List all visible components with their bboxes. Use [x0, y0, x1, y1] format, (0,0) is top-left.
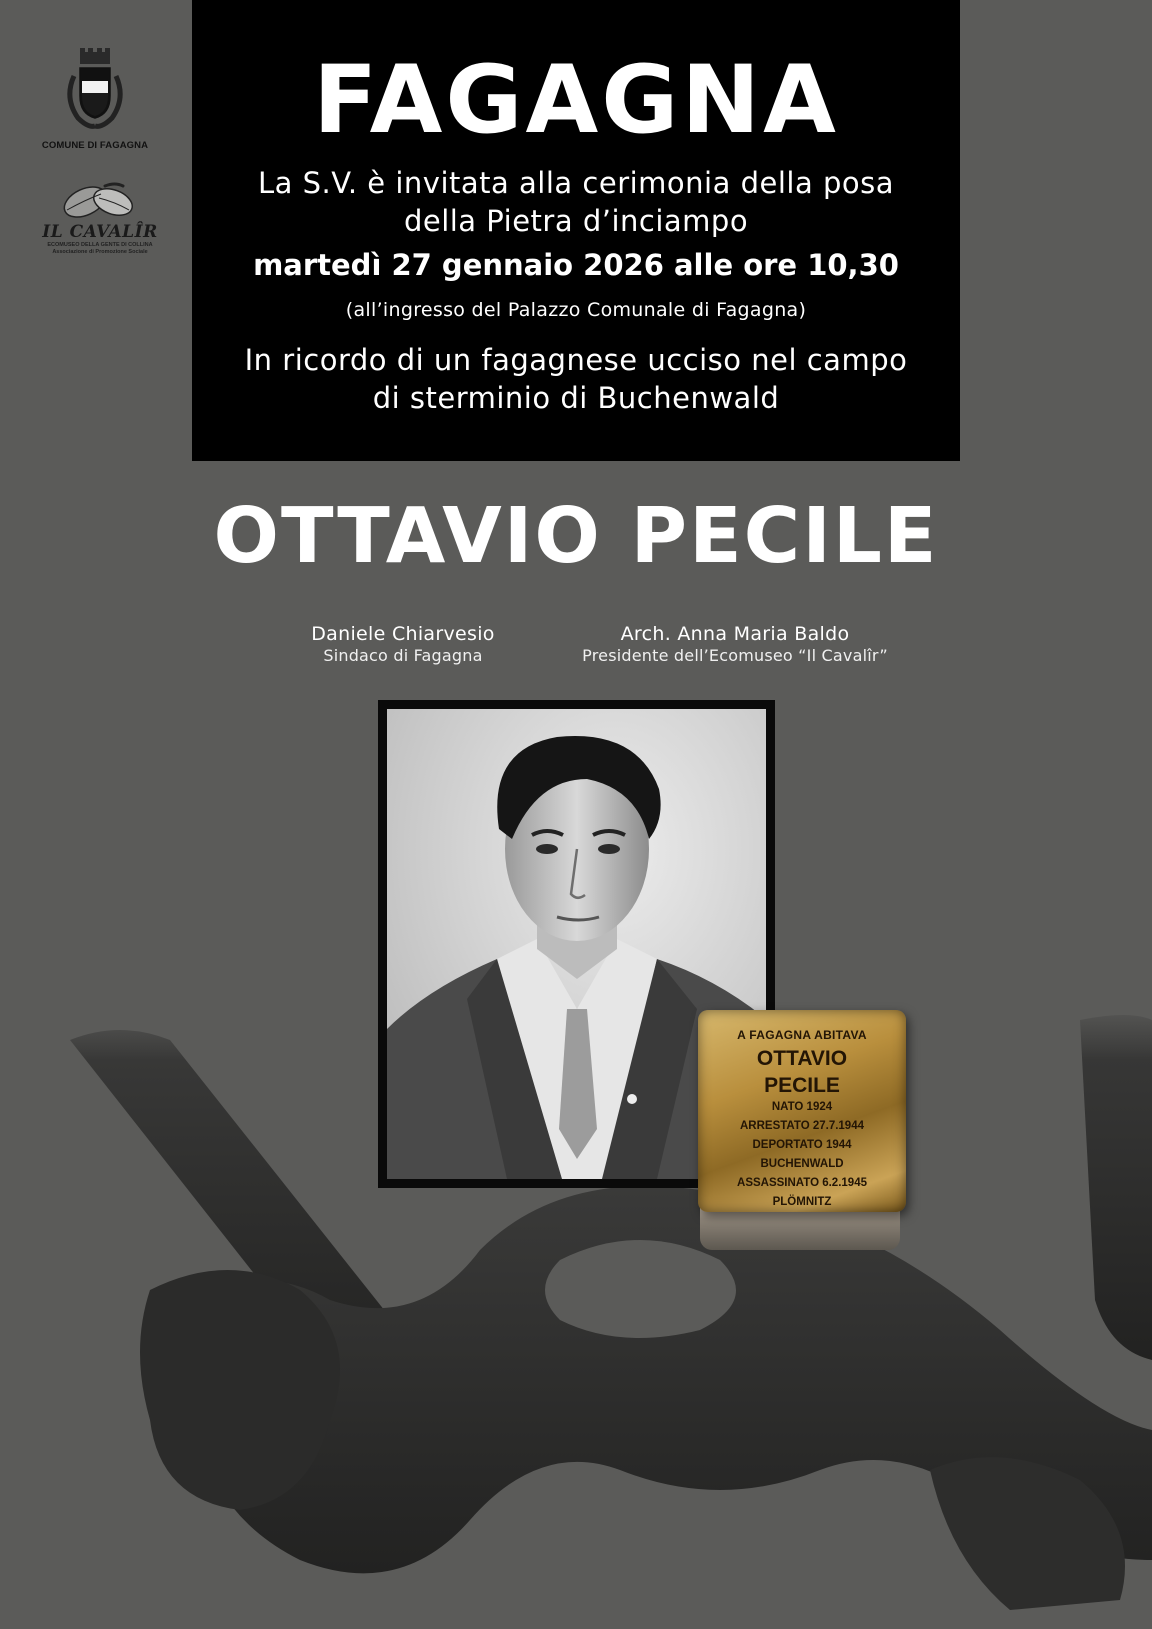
leaves-icon	[55, 180, 145, 224]
stone-camp: BUCHENWALD	[760, 1158, 844, 1170]
stone-arrest: ARRESTATO 27.7.1944	[740, 1120, 864, 1132]
stone-death-place: PLÖMNITZ	[772, 1196, 832, 1208]
event-place: (all’ingresso del Palazzo Comunale di Fagagna)	[345, 299, 807, 321]
cavalir-name: IL CAVALÎR	[42, 222, 158, 242]
invite-line-1: La S.V. è invitata alla cerimonia della posa	[258, 166, 894, 200]
stone-birth: NATO 1924	[771, 1101, 833, 1113]
comune-logo	[40, 48, 150, 151]
memory-line-1: In ricordo di un fagagnese ucciso nel campo	[244, 343, 908, 377]
event-date: martedì 27 gennaio 2026 alle ore 10,30	[253, 248, 899, 282]
signatory-mayor	[278, 622, 528, 666]
cavalir-subtitle: ECOMUSEO DELLA GENTE DI COLLINA	[47, 242, 153, 248]
stone-death: ASSASSINATO 6.2.1945	[737, 1177, 867, 1189]
cavalir-logo	[40, 180, 160, 256]
stone-line-1: A FAGAGNA ABITAVA	[737, 1028, 867, 1042]
signatory-role: Sindaco di Fagagna	[323, 646, 483, 665]
comune-label: COMUNE DI FAGAGNA	[41, 140, 149, 151]
signatory-name: Arch. Anna Maria Baldo	[620, 623, 850, 645]
header-box	[192, 0, 960, 461]
crest-icon	[60, 48, 130, 132]
victim-name: OTTAVIO PECILE	[213, 492, 939, 581]
stone-name-1: OTTAVIO	[756, 1047, 848, 1070]
signatory-name: Daniele Chiarvesio	[311, 623, 495, 645]
stone-deport: DEPORTATO 1944	[752, 1139, 852, 1151]
stolperstein-plaque	[698, 1010, 906, 1212]
memory-line-2: di sterminio di Buchenwald	[372, 381, 780, 415]
invite-line-2: della Pietra d’inciampo	[403, 204, 749, 238]
cavalir-subtitle-2: Associazione di Promozione Sociale	[52, 249, 148, 255]
signatory-president	[570, 622, 900, 666]
stone-name-2: PECILE	[764, 1074, 840, 1097]
signatory-role: Presidente dell’Ecomuseo “Il Cavalîr”	[582, 646, 888, 665]
town-title: FAGAGNA	[313, 46, 839, 155]
